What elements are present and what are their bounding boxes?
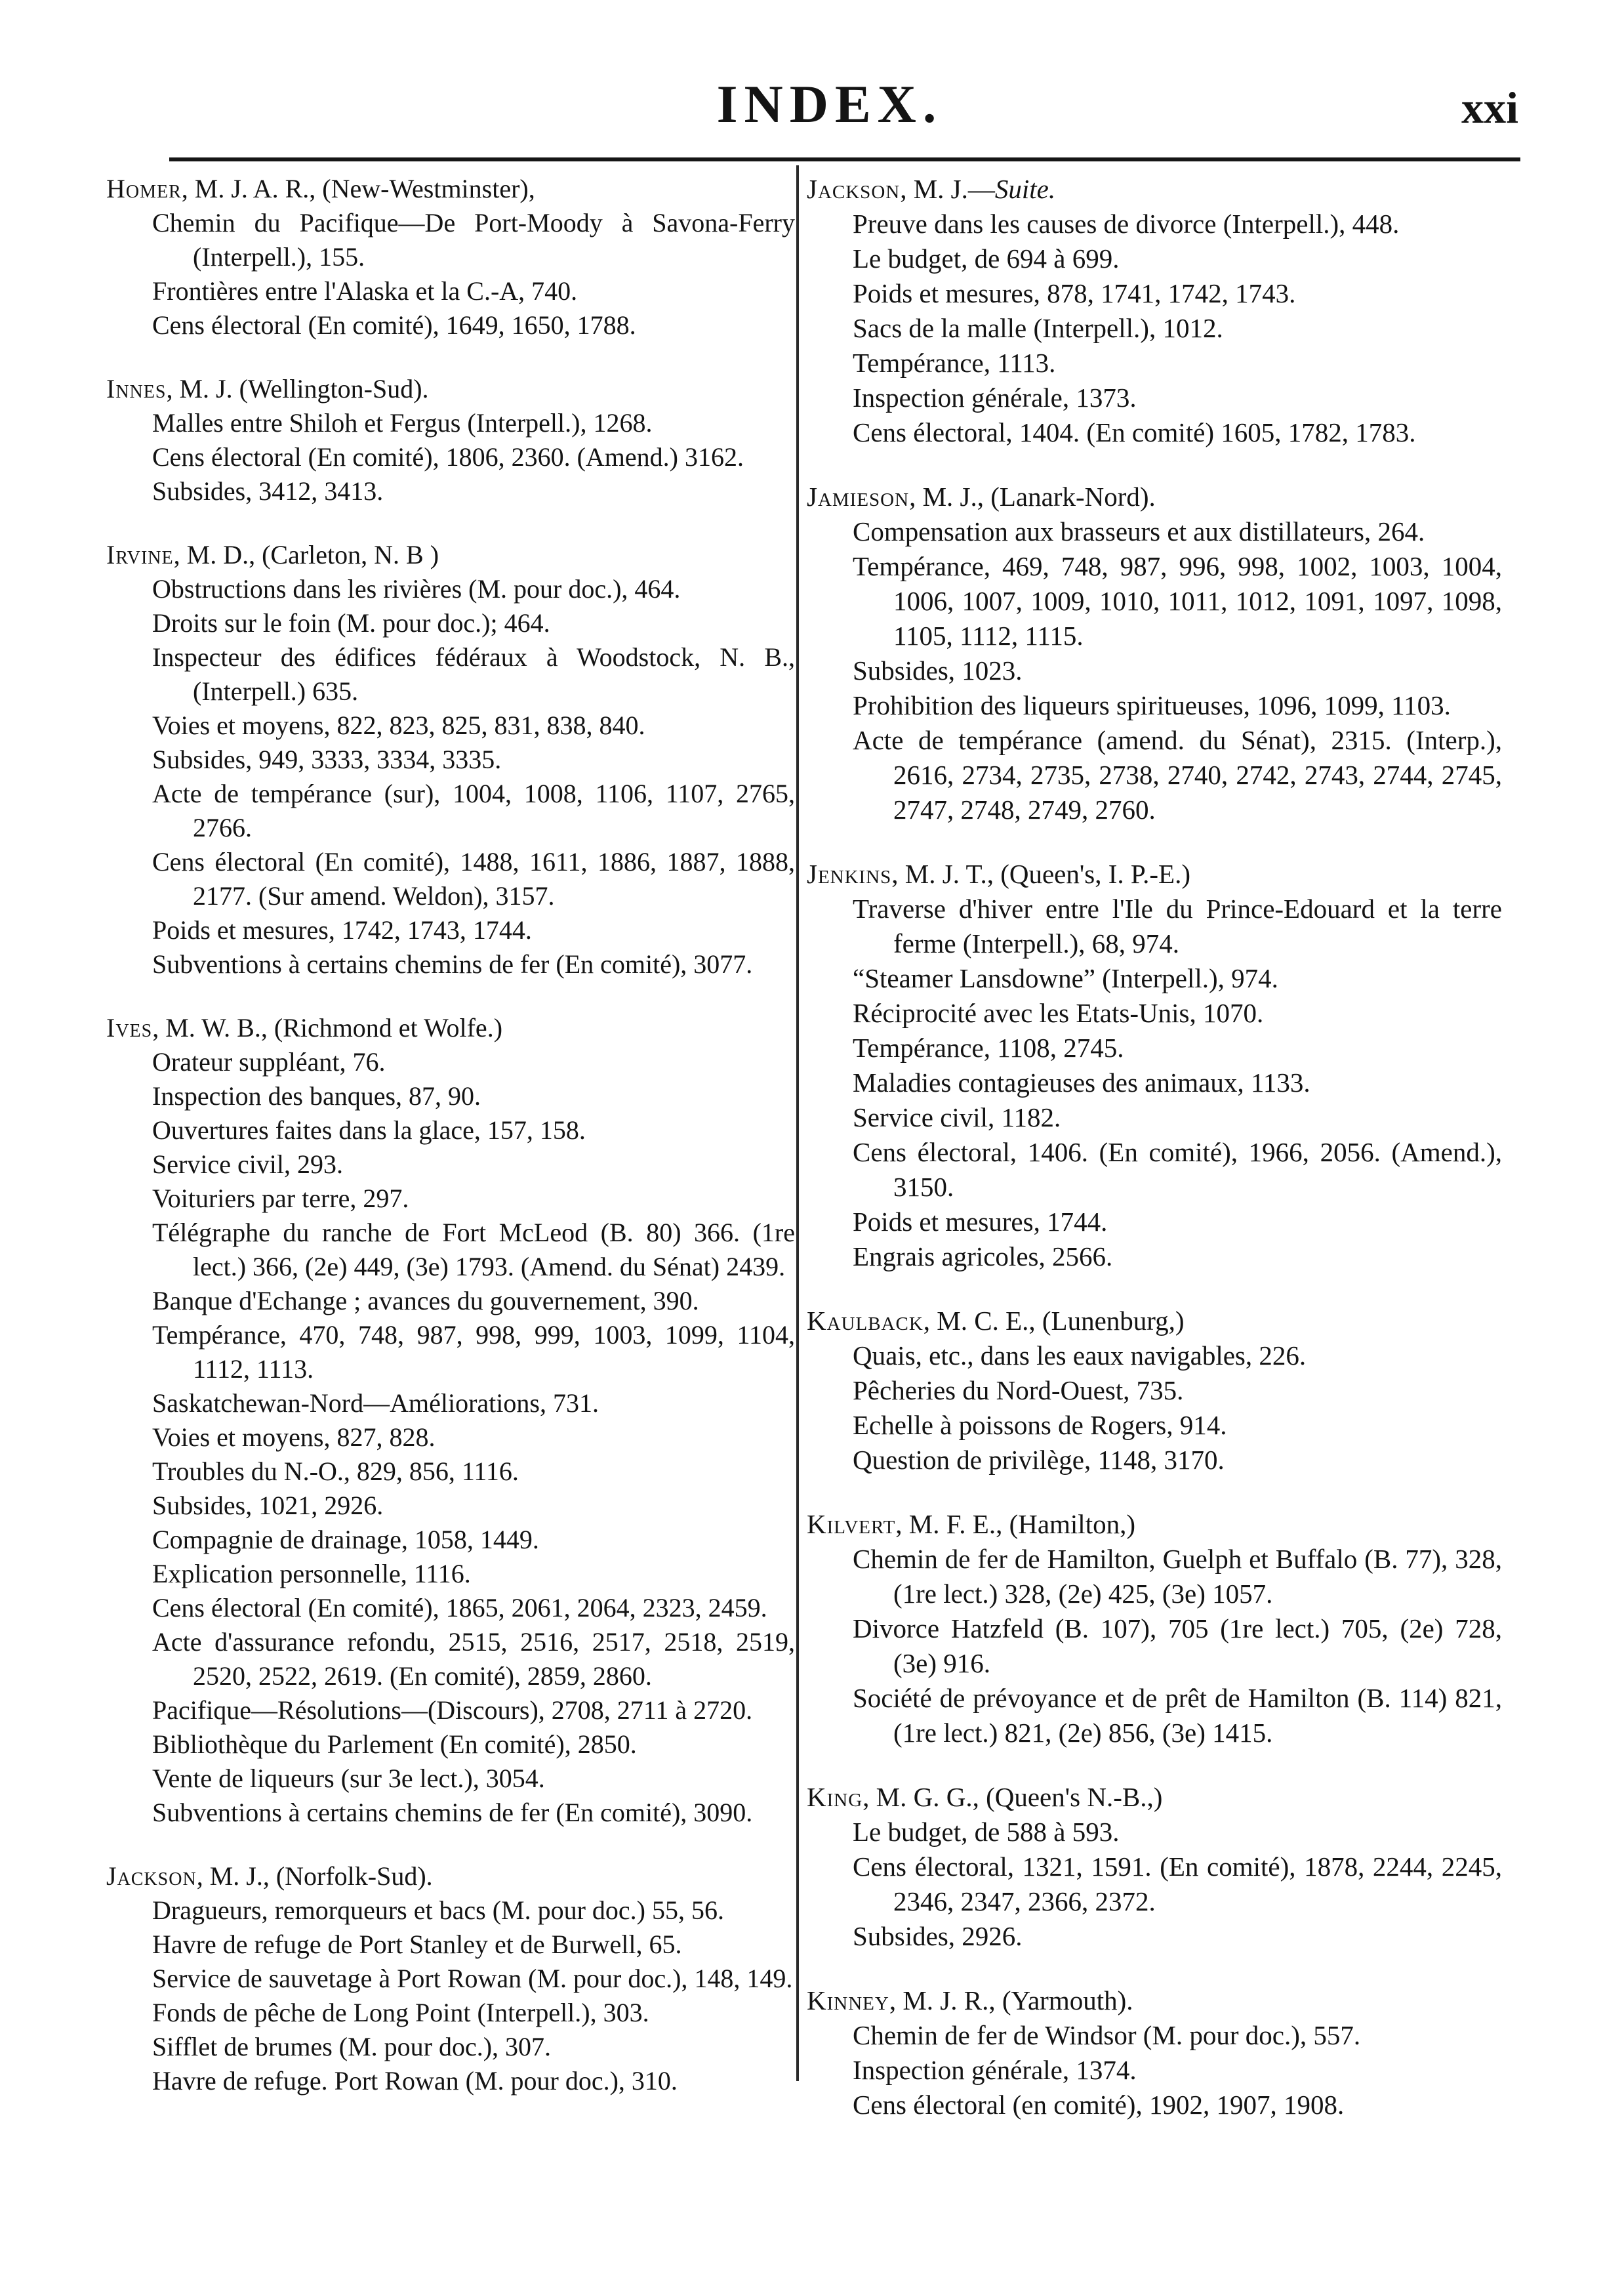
index-subentry: Prohibition des liqueurs spiritueuses, 1096, 1099, 1103. (853, 690, 1451, 720)
index-subentry: Saskatchewan-Nord—Améliorations, 731. (152, 1388, 599, 1418)
index-subentry: Frontières entre l'Alaska et la C.-A, 740. (152, 276, 578, 306)
index-subentry: Sifflet de brumes (M. pour doc.), 307. (152, 2032, 552, 2061)
index-subentry: Chemin du Pacifique—De Port-Moody à Savona-Ferry (Interpell.), 155. (152, 208, 795, 272)
index-subentry: Havre de refuge. Port Rowan (M. pour doc.), 310. (152, 2066, 678, 2096)
member-details: , M. J. A. R., (New-Westminster), (181, 174, 535, 203)
index-subentry: Banque d'Echange ; avances du gouvernement, 390. (152, 1286, 699, 1315)
entry-heading (807, 1983, 1502, 2018)
index-subentry: Cens électoral, 1404. (En comité) 1605, 1782, 1783. (853, 417, 1416, 447)
entry-heading (807, 1304, 1502, 1338)
index-subentry: Inspection générale, 1374. (853, 2055, 1137, 2085)
index-subentry: Engrais agricoles, 2566. (853, 1241, 1113, 1271)
index-subentry: Subsides, 3412, 3413. (152, 476, 384, 506)
member-details: , M. W. B., (Richmond et Wolfe.) (152, 1013, 503, 1043)
member-details: , M. J. R., (Yarmouth). (889, 1985, 1133, 2015)
index-subentry: Troubles du N.-O., 829, 856, 1116. (152, 1456, 519, 1486)
index-subentry: Subsides, 2926. (853, 1921, 1023, 1951)
index-entry (807, 1780, 1502, 1954)
left-column (106, 172, 795, 2128)
index-subentry: Chemin de fer de Hamilton, Guelph et Buffalo (B. 77), 328, (1re lect.) 328, (2e) 425, (3e) 1057. (853, 1544, 1502, 1609)
member-surname: Kilvert (807, 1509, 896, 1539)
member-details: , M. J. (Wellington-Sud). (166, 374, 429, 403)
page-number: xxi (1461, 83, 1518, 133)
index-subentry: Preuve dans les causes de divorce (Interpell.), 448. (853, 209, 1400, 239)
index-subentry: Télégraphe du ranche de Fort McLeod (B. 80) 366. (1re lect.) 366, (2e) 449, (3e) 1793. (Amend. du Sénat) 2439. (152, 1218, 795, 1281)
index-subentry: Subsides, 1021, 2926. (152, 1491, 384, 1520)
index-subentry: Société de prévoyance et de prêt de Hamilton (B. 114) 821, (1re lect.) 821, (2e) 856, (3e) 1415. (853, 1683, 1502, 1748)
index-subentry: Cens électoral (En comité), 1649, 1650, 1788. (152, 310, 636, 340)
index-subentry: Cens électoral (En comité), 1865, 2061, 2064, 2323, 2459. (152, 1593, 767, 1622)
index-subentry: Service de sauvetage à Port Rowan (M. pour doc.), 148, 149. (152, 1964, 793, 1993)
index-subentry: Havre de refuge de Port Stanley et de Burwell, 65. (152, 1930, 682, 1959)
index-subentry: Subventions à certains chemins de fer (En comité), 3090. (152, 1798, 753, 1827)
index-entry (807, 480, 1502, 827)
member-surname: Kinney (807, 1985, 889, 2015)
index-subentry: Tempérance, 1113. (853, 348, 1056, 378)
index-entry (106, 172, 795, 342)
index-subentry: Compensation aux brasseurs et aux distillateurs, 264. (853, 516, 1425, 547)
member-details: , M. F. E., (Hamilton,) (895, 1509, 1135, 1539)
index-subentry: Question de privilège, 1148, 3170. (853, 1445, 1225, 1475)
index-subentry: Orateur suppléant, 76. (152, 1047, 386, 1077)
index-subentry: Subventions à certains chemins de fer (En comité), 3077. (152, 949, 753, 979)
index-subentry: Compagnie de drainage, 1058, 1449. (152, 1525, 539, 1554)
entry-heading (807, 1780, 1502, 1815)
index-subentry: Poids et mesures, 1742, 1743, 1744. (152, 915, 532, 945)
member-surname: Jackson (106, 1861, 197, 1891)
index-subentry: Acte de tempérance (amend. du Sénat), 2315. (Interp.), 2616, 2734, 2735, 2738, 2740, 2742, 2743, 2744, 2745, 2747, 2748, 2749, 2760. (853, 725, 1502, 825)
member-details: , M. J. T., (Queen's, I. P.-E.) (891, 859, 1190, 889)
entry-heading (106, 372, 795, 406)
index-entry (807, 1983, 1502, 2122)
index-subentry: Dragueurs, remorqueurs et bacs (M. pour doc.) 55, 56. (152, 1895, 724, 1925)
entry-heading (106, 1011, 795, 1045)
index-subentry: Fonds de pêche de Long Point (Interpell.), 303. (152, 1998, 649, 2027)
index-subentry: Ouvertures faites dans la glace, 157, 158. (152, 1115, 586, 1145)
entry-heading (106, 538, 795, 572)
index-subentry: Chemin de fer de Windsor (M. pour doc.), 557. (853, 2020, 1361, 2050)
index-subentry: Poids et mesures, 878, 1741, 1742, 1743. (853, 278, 1296, 308)
index-subentry: Tempérance, 469, 748, 987, 996, 998, 1002, 1003, 1004, 1006, 1007, 1009, 1010, 1011, 1012, 1091, 1097, 1098, 1105, 1112, 1115. (853, 551, 1502, 651)
member-details: , M. J., (Norfolk-Sud). (196, 1861, 433, 1891)
index-entry (807, 1304, 1502, 1477)
index-subentry: Service civil, 293. (152, 1149, 344, 1179)
index-subentry: Le budget, de 694 à 699. (853, 243, 1120, 274)
entry-heading (807, 480, 1502, 514)
index-subentry: Malles entre Shiloh et Fergus (Interpell.), 1268. (152, 408, 653, 438)
member-details: , M. C. E., (Lunenburg,) (923, 1306, 1185, 1336)
member-surname: Ives (106, 1013, 153, 1043)
index-subentry: Cens électoral (En comité), 1488, 1611, 1886, 1887, 1888, 2177. (Sur amend. Weldon), 3157. (152, 847, 795, 911)
index-subentry: Cens électoral, 1406. (En comité), 1966, 2056. (Amend.), 3150. (853, 1137, 1502, 1202)
index-subentry: Service civil, 1182. (853, 1102, 1061, 1132)
index-subentry: “Steamer Lansdowne” (Interpell.), 974. (853, 963, 1278, 993)
entry-heading (807, 172, 1502, 207)
continued-marker: Suite. (994, 174, 1056, 204)
index-entry (106, 1011, 795, 1830)
index-subentry: Droits sur le foin (M. pour doc.); 464. (152, 608, 550, 638)
index-subentry: Explication personnelle, 1116. (152, 1559, 471, 1588)
entry-heading (807, 1507, 1502, 1542)
member-surname: Homer (106, 174, 182, 203)
index-subentry: Pacifique—Résolutions—(Discours), 2708, 2711 à 2720. (152, 1695, 753, 1725)
index-subentry: Cens électoral (En comité), 1806, 2360. (Amend.) 3162. (152, 442, 744, 472)
index-subentry: Vente de liqueurs (sur 3e lect.), 3054. (152, 1764, 545, 1793)
index-subentry: Voituriers par terre, 297. (152, 1184, 409, 1213)
index-subentry: Acte de tempérance (sur), 1004, 1008, 1106, 1107, 2765, 2766. (152, 779, 795, 842)
header-rule (169, 157, 1520, 161)
index-subentry: Réciprocité avec les Etats-Unis, 1070. (853, 998, 1264, 1028)
index-subentry: Acte d'assurance refondu, 2515, 2516, 2517, 2518, 2519, 2520, 2522, 2619. (En comité), 2859, 2860. (152, 1627, 795, 1691)
index-subentry: Quais, etc., dans les eaux navigables, 226. (853, 1340, 1307, 1371)
index-subentry: Divorce Hatzfeld (B. 107), 705 (1re lect.) 705, (2e) 728, (3e) 916. (853, 1613, 1502, 1678)
member-details: , M. D., (Carleton, N. B ) (173, 540, 439, 569)
member-surname: Jamieson (807, 482, 910, 512)
index-subentry: Cens électoral, 1321, 1591. (En comité), 1878, 2244, 2245, 2346, 2347, 2366, 2372. (853, 1851, 1502, 1916)
entry-heading (106, 1859, 795, 1893)
index-entry (807, 172, 1502, 450)
index-subentry: Tempérance, 470, 748, 987, 998, 999, 1003, 1099, 1104, 1112, 1113. (152, 1320, 795, 1384)
entry-heading (106, 172, 795, 206)
member-surname: Jackson (807, 174, 901, 204)
index-subentry: Maladies contagieuses des animaux, 1133. (853, 1067, 1310, 1098)
index-subentry: Pêcheries du Nord-Ouest, 735. (853, 1375, 1184, 1405)
member-surname: Kaulback (807, 1306, 924, 1336)
index-subentry: Inspecteur des édifices fédéraux à Woodstock, N. B., (Interpell.) 635. (152, 642, 795, 706)
index-subentry: Voies et moyens, 822, 823, 825, 831, 838, 840. (152, 711, 645, 740)
index-subentry: Le budget, de 588 à 593. (853, 1817, 1120, 1847)
member-details: , M. G. G., (Queen's N.-B.,) (863, 1782, 1163, 1812)
index-subentry: Bibliothèque du Parlement (En comité), 2850. (152, 1729, 637, 1759)
index-subentry: Sacs de la malle (Interpell.), 1012. (853, 313, 1223, 343)
entry-heading (807, 857, 1502, 892)
column-divider (796, 165, 799, 2081)
index-entry (106, 538, 795, 981)
member-surname: Innes (106, 374, 167, 403)
index-subentry: Obstructions dans les rivières (M. pour doc.), 464. (152, 574, 681, 604)
member-surname: Jenkins (807, 859, 892, 889)
page-title: INDEX. (716, 74, 943, 134)
index-subentry: Voies et moyens, 827, 828. (152, 1422, 436, 1452)
member-details: , M. J., (Lanark-Nord). (909, 482, 1156, 512)
index-subentry: Inspection des banques, 87, 90. (152, 1081, 481, 1111)
right-column (807, 172, 1502, 2152)
member-surname: Irvine (106, 540, 174, 569)
index-subentry: Cens électoral (en comité), 1902, 1907, 1908. (853, 2090, 1345, 2120)
index-subentry: Tempérance, 1108, 2745. (853, 1033, 1124, 1063)
index-subentry: Poids et mesures, 1744. (853, 1207, 1108, 1237)
index-entry (106, 1859, 795, 2098)
index-entry (106, 372, 795, 508)
index-entry (807, 1507, 1502, 1750)
index-subentry: Traverse d'hiver entre l'Ile du Prince-Edouard et la terre ferme (Interpell.), 68, 974. (853, 894, 1502, 959)
index-subentry: Subsides, 1023. (853, 655, 1023, 686)
member-surname: King (807, 1782, 863, 1812)
index-subentry: Subsides, 949, 3333, 3334, 3335. (152, 745, 502, 774)
index-subentry: Inspection générale, 1373. (853, 382, 1137, 413)
member-details: , M. J.— (900, 174, 995, 204)
index-subentry: Echelle à poissons de Rogers, 914. (853, 1410, 1227, 1440)
index-entry (807, 857, 1502, 1274)
